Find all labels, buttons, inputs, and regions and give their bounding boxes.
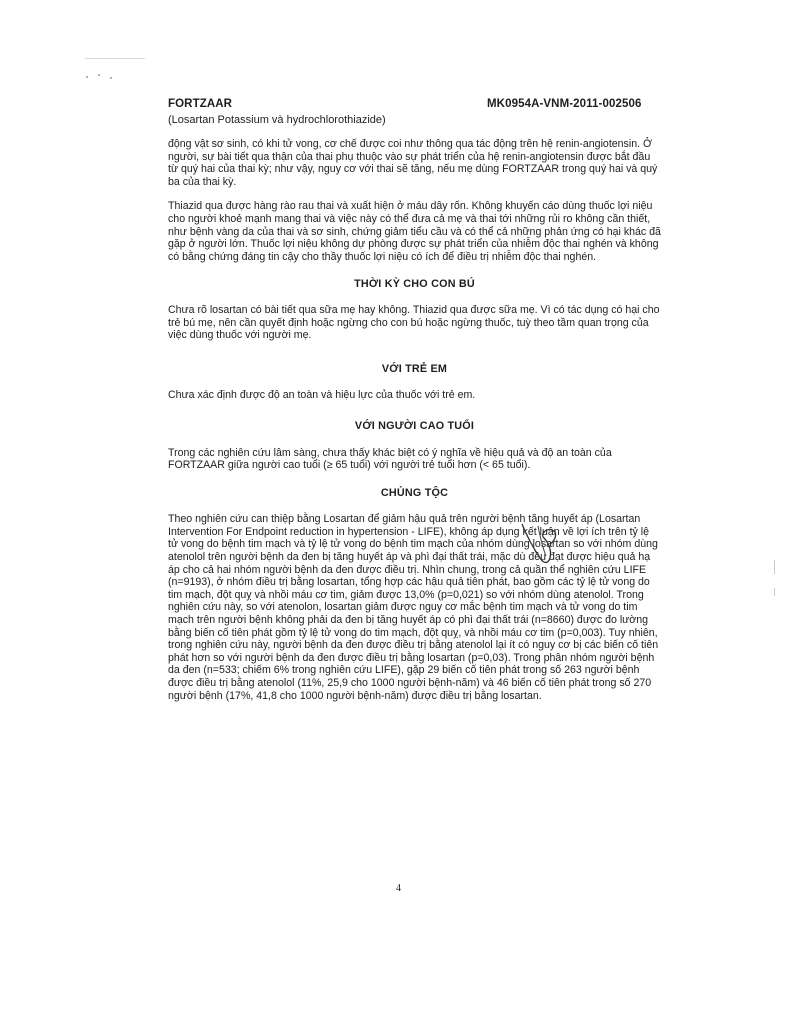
section-elderly [168,420,661,472]
section-race [168,487,661,703]
brand-name: FORTZAAR [168,98,233,110]
section-heading: CHỦNG TỘC [380,486,449,499]
section-heading: THỜI KỲ CHO CON BÚ [354,278,475,291]
handwritten-signature [518,520,568,568]
section-heading: VỚI NGƯỜI CAO TUỔI [354,419,475,432]
section-children [168,363,661,402]
page-number: 4 [396,883,401,894]
paragraph: Chưa rõ losartan có bài tiết qua sữa mẹ hay không. Thiazid qua được sữa mẹ. Vì có tác dụng có hại cho trẻ bú mẹ, nên cần quyết định hoặc ngừng cho con bú hoặc ngừng thuốc, tuỳ theo tầm quan trọng của việc dùng thuốc với người mẹ. [168,303,660,342]
document-body [168,138,661,702]
section-pregnancy [168,138,661,263]
scan-artifact-mark [774,588,775,596]
paragraph: Chưa xác định được độ an toàn và hiệu lực của thuốc với trẻ em. [168,389,476,402]
product-subtitle: (Losartan Potassium và hydrochlorothiazide) [168,114,386,126]
paragraph: Trong các nghiên cứu lâm sàng, chưa thấy khác biệt có ý nghĩa về hiệu quả và độ an toàn của FORTZAAR giữa người cao tuổi (≥ 65 tuổi) với người trẻ tuổi hơn (< 65 tuổi). [168,446,612,472]
paragraph: Theo nghiên cứu can thiệp bằng Losartan để giảm hậu quả trên người bệnh tăng huyết áp (Losartan Intervention For Endpoint reduction in hypertension - LIFE), không áp dụng kết luận về lợi ích trên tỷ lệ tử vong do bệnh tim mạch và tỷ lệ tử vong do bệnh tim mạch của nhóm dùng losartan so với nhóm dùng atenolol trên người bệnh da đen bị tăng huyết áp và phì đại thất trái, mặc dù đều đạt được hiệu quả hạ áp cho cả hai nhóm người bệnh da đen được điều trị. Nhìn chung, trong cả quần thể nghiên cứu LIFE (n=9193), ở nhóm điều trị bằng losartan, tổng hợp các hậu quả tiên phát, bao gồm các tỷ lệ tử vong do tim mạch, đột quỵ và nhồi máu cơ tim, giảm được 13,0% (p=0,021) so với nhóm dùng atenolol. Trong nghiên cứu này, so với atenolon, losartan giảm được nguy cơ mắc bệnh tim mạch và tử vong do tim mạch trên người bệnh không phải da đen bị tăng huyết áp có phì đại thất trái (n=8660) được đo lường bằng biến cố tiên phát gồm tỷ lệ tử vong do tim mạch, đột quỵ, và nhồi máu cơ tim (p=0,003). Tuy nhiên, trong nghiên cứu này, người bệnh da đen được điều trị bằng atenolol lại ít có nguy cơ bị các biến cố tiên phát hơn so với người bệnh da đen được điều trị bằng losartan (p=0,03). Trong phân nhóm người bệnh da đen (n=533; chiếm 6% trong nghiên cứu LIFE), gặp 29 biến cố tiên phát trong số 263 người bệnh được điều trị bằng atenolol (11%, 25,9 cho 1000 người bệnh-năm) và 46 biến cố tiên phát trong số 270 người bệnh (17%, 41,8 cho 1000 người bệnh-năm) được điều trị bằng losartan. [168,513,659,702]
scan-artifact-line [85,58,145,59]
section-breastfeeding [168,278,661,341]
section-heading: VỚI TRẺ EM [381,362,448,375]
paragraph: Thiazid qua được hàng rào rau thai và xuất hiện ở máu dây rốn. Không khuyến cáo dùng thuốc lợi niệu cho người khoẻ mạnh mang thai và việc này có thể đưa cả mẹ và thai tới những rủi ro không cần thiết, như bệnh vàng da của thai và sơ sinh, chứng giảm tiểu cầu và có thể cả những phản ứng có hại khác đã gặp ở người lớn. Thuốc lợi niệu không dự phòng được sự phát triển của nhiễm độc thai nghén và không có bằng chứng đáng tin cậy cho thầy thuốc lợi niệu có ích để điều trị nhiễm độc thai nghén. [168,200,661,263]
document-code: MK0954A-VNM-2011-002506 [487,98,642,110]
scan-artifact-mark [774,560,775,574]
scan-artifact-dots [86,74,116,80]
paragraph: động vật sơ sinh, có khi tử vong, cơ chế được coi như thông qua tác động trên hệ renin-angiotensin. Ở người, sự bài tiết qua thận của thai phụ thuộc vào sự phát triển của hệ renin-angiotensin được bắt đầu từ quý hai của thai kỳ; như vậy, nguy cơ với thai sẽ tăng, nếu mẹ dùng FORTZAAR trong quý hai và quý ba của thai kỳ. [168,138,658,188]
